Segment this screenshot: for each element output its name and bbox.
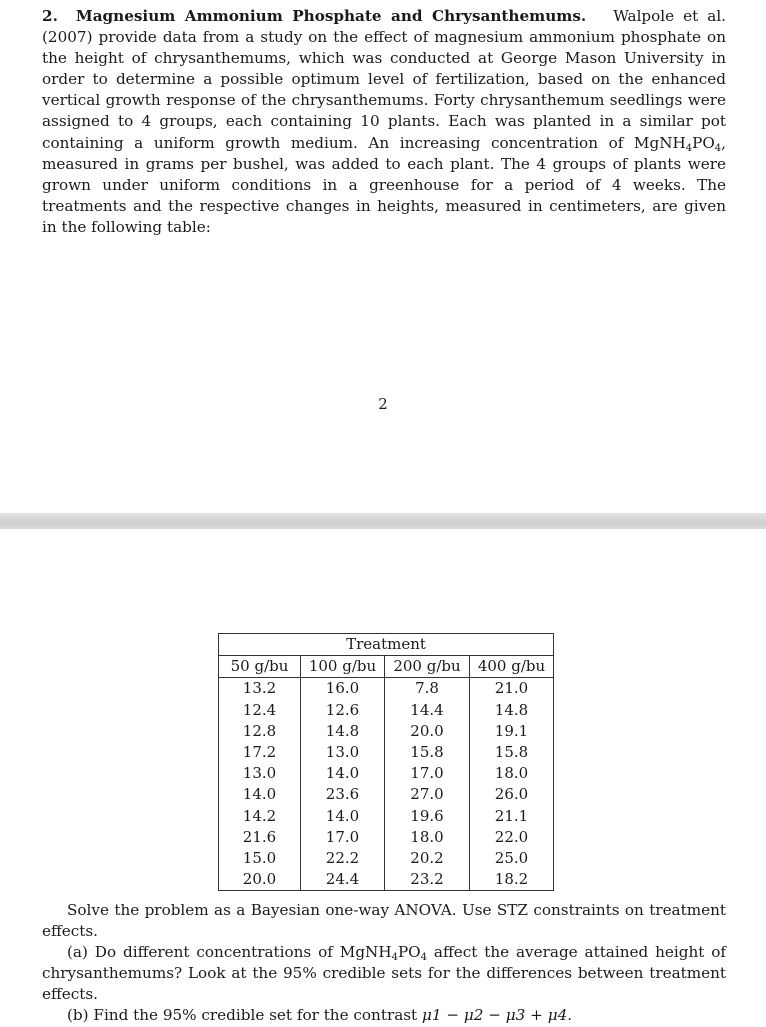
subscript-4c: 4 [391, 952, 398, 964]
page-number: 2 [378, 395, 388, 413]
table-cell: 26.0 [470, 784, 554, 805]
table-cell: 14.0 [301, 806, 385, 827]
column-header: 100 g/bu [301, 656, 385, 678]
table-cell: 13.2 [219, 678, 301, 700]
table-row [219, 806, 554, 827]
column-header: 50 g/bu [219, 656, 301, 678]
table-cell: 24.4 [301, 869, 385, 891]
table-cell: 22.0 [470, 827, 554, 848]
table-cell: 14.0 [219, 784, 301, 805]
table-cell: 12.8 [219, 721, 301, 742]
table-cell: 22.2 [301, 848, 385, 869]
table-cell: 23.6 [301, 784, 385, 805]
treatment-table [218, 633, 554, 891]
table-cell: 14.4 [385, 700, 470, 721]
table-row [219, 763, 554, 784]
subscript-4d: 4 [420, 952, 427, 964]
table-cell: 14.2 [219, 806, 301, 827]
table-cell: 17.0 [301, 827, 385, 848]
po-text-2: PO [397, 943, 421, 962]
table-cell: 12.6 [301, 700, 385, 721]
table-row [219, 721, 554, 742]
table-cell: 18.0 [385, 827, 470, 848]
table-row [219, 784, 554, 805]
table-cell: 15.8 [385, 742, 470, 763]
table-cell: 25.0 [470, 848, 554, 869]
table-cell: 21.0 [470, 678, 554, 700]
column-header: 200 g/bu [385, 656, 470, 678]
table-cell: 18.2 [470, 869, 554, 891]
table-cell: 23.2 [385, 869, 470, 891]
table-cell: 19.1 [470, 721, 554, 742]
table-cell: 14.8 [301, 721, 385, 742]
po-text: PO [692, 133, 715, 152]
page-top [0, 0, 766, 513]
table-cell: 17.0 [385, 763, 470, 784]
table-row [219, 848, 554, 869]
problem-number: 2. [42, 7, 58, 25]
table-cell: 14.8 [470, 700, 554, 721]
table-cell: 13.0 [219, 763, 301, 784]
intro-part2: , measured in grams per bushel, was added to each plant. The 4 groups of plants were grown under uniform conditions in a greenhouse for a period of 4 weeks. The treatments and the respective changes in heights, measured in centimeters, are given in the following table: [42, 133, 726, 236]
table-row [219, 827, 554, 848]
solve-instruction: Solve the problem as a Bayesian one-way ANOVA. Use STZ constraints on treatment effects. [42, 901, 726, 941]
table-cell: 27.0 [385, 784, 470, 805]
problem-text [42, 6, 726, 238]
subscript-4: 4 [685, 142, 693, 154]
table-cell: 14.0 [301, 763, 385, 784]
question-b-text: (b) Find the 95% credible set for the contrast [67, 1006, 422, 1025]
table-cell: 21.6 [219, 827, 301, 848]
question-a [42, 942, 726, 1005]
table-cell: 20.0 [385, 721, 470, 742]
table-cell: 7.8 [385, 678, 470, 700]
problem-title: Magnesium Ammonium Phosphate and Chrysanthemums. [75, 7, 587, 25]
instructions [42, 900, 726, 1027]
table-cell: 12.4 [219, 700, 301, 721]
question-b [42, 1005, 726, 1026]
table-row [219, 700, 554, 721]
page-separator [0, 513, 766, 529]
table-row [219, 678, 554, 700]
question-a-part2: affect the average attained height of chrysanthemums? Look at the 95% credible sets for the differences between treatment effects. [42, 943, 726, 1004]
table-row [219, 869, 554, 891]
table-caption: Treatment [219, 634, 554, 656]
table-cell: 20.2 [385, 848, 470, 869]
question-a-part1: (a) Do different concentrations of MgNH [67, 943, 392, 962]
table-cell: 16.0 [301, 678, 385, 700]
table-cell: 15.8 [470, 742, 554, 763]
table-cell: 13.0 [301, 742, 385, 763]
table-cell: 19.6 [385, 806, 470, 827]
table-cell: 20.0 [219, 869, 301, 891]
table-cell: 17.2 [219, 742, 301, 763]
column-header: 400 g/bu [470, 656, 554, 678]
contrast-formula: μ1 − μ2 − μ3 + μ4. [421, 1006, 573, 1025]
table-cell: 15.0 [219, 848, 301, 869]
table-row [219, 742, 554, 763]
table-header-row [219, 656, 554, 678]
intro-part1: Walpole et al. (2007) provide data from a study on the effect of magnesium ammonium phosphate on the height of chrysanthemums, which was conducted at George Mason University in order to determine a possible optimum level of fertilization, based on the enhanced vertical growth response of the chrysanthemums. Forty chrysanthemum seedlings were assigned to 4 groups, each containing 10 plants. Each was planted in a similar pot containing a uniform growth medium. An increasing concentration of MgNH [42, 7, 727, 152]
subscript-4b: 4 [714, 142, 722, 154]
table-cell: 21.1 [470, 806, 554, 827]
table-cell: 18.0 [470, 763, 554, 784]
